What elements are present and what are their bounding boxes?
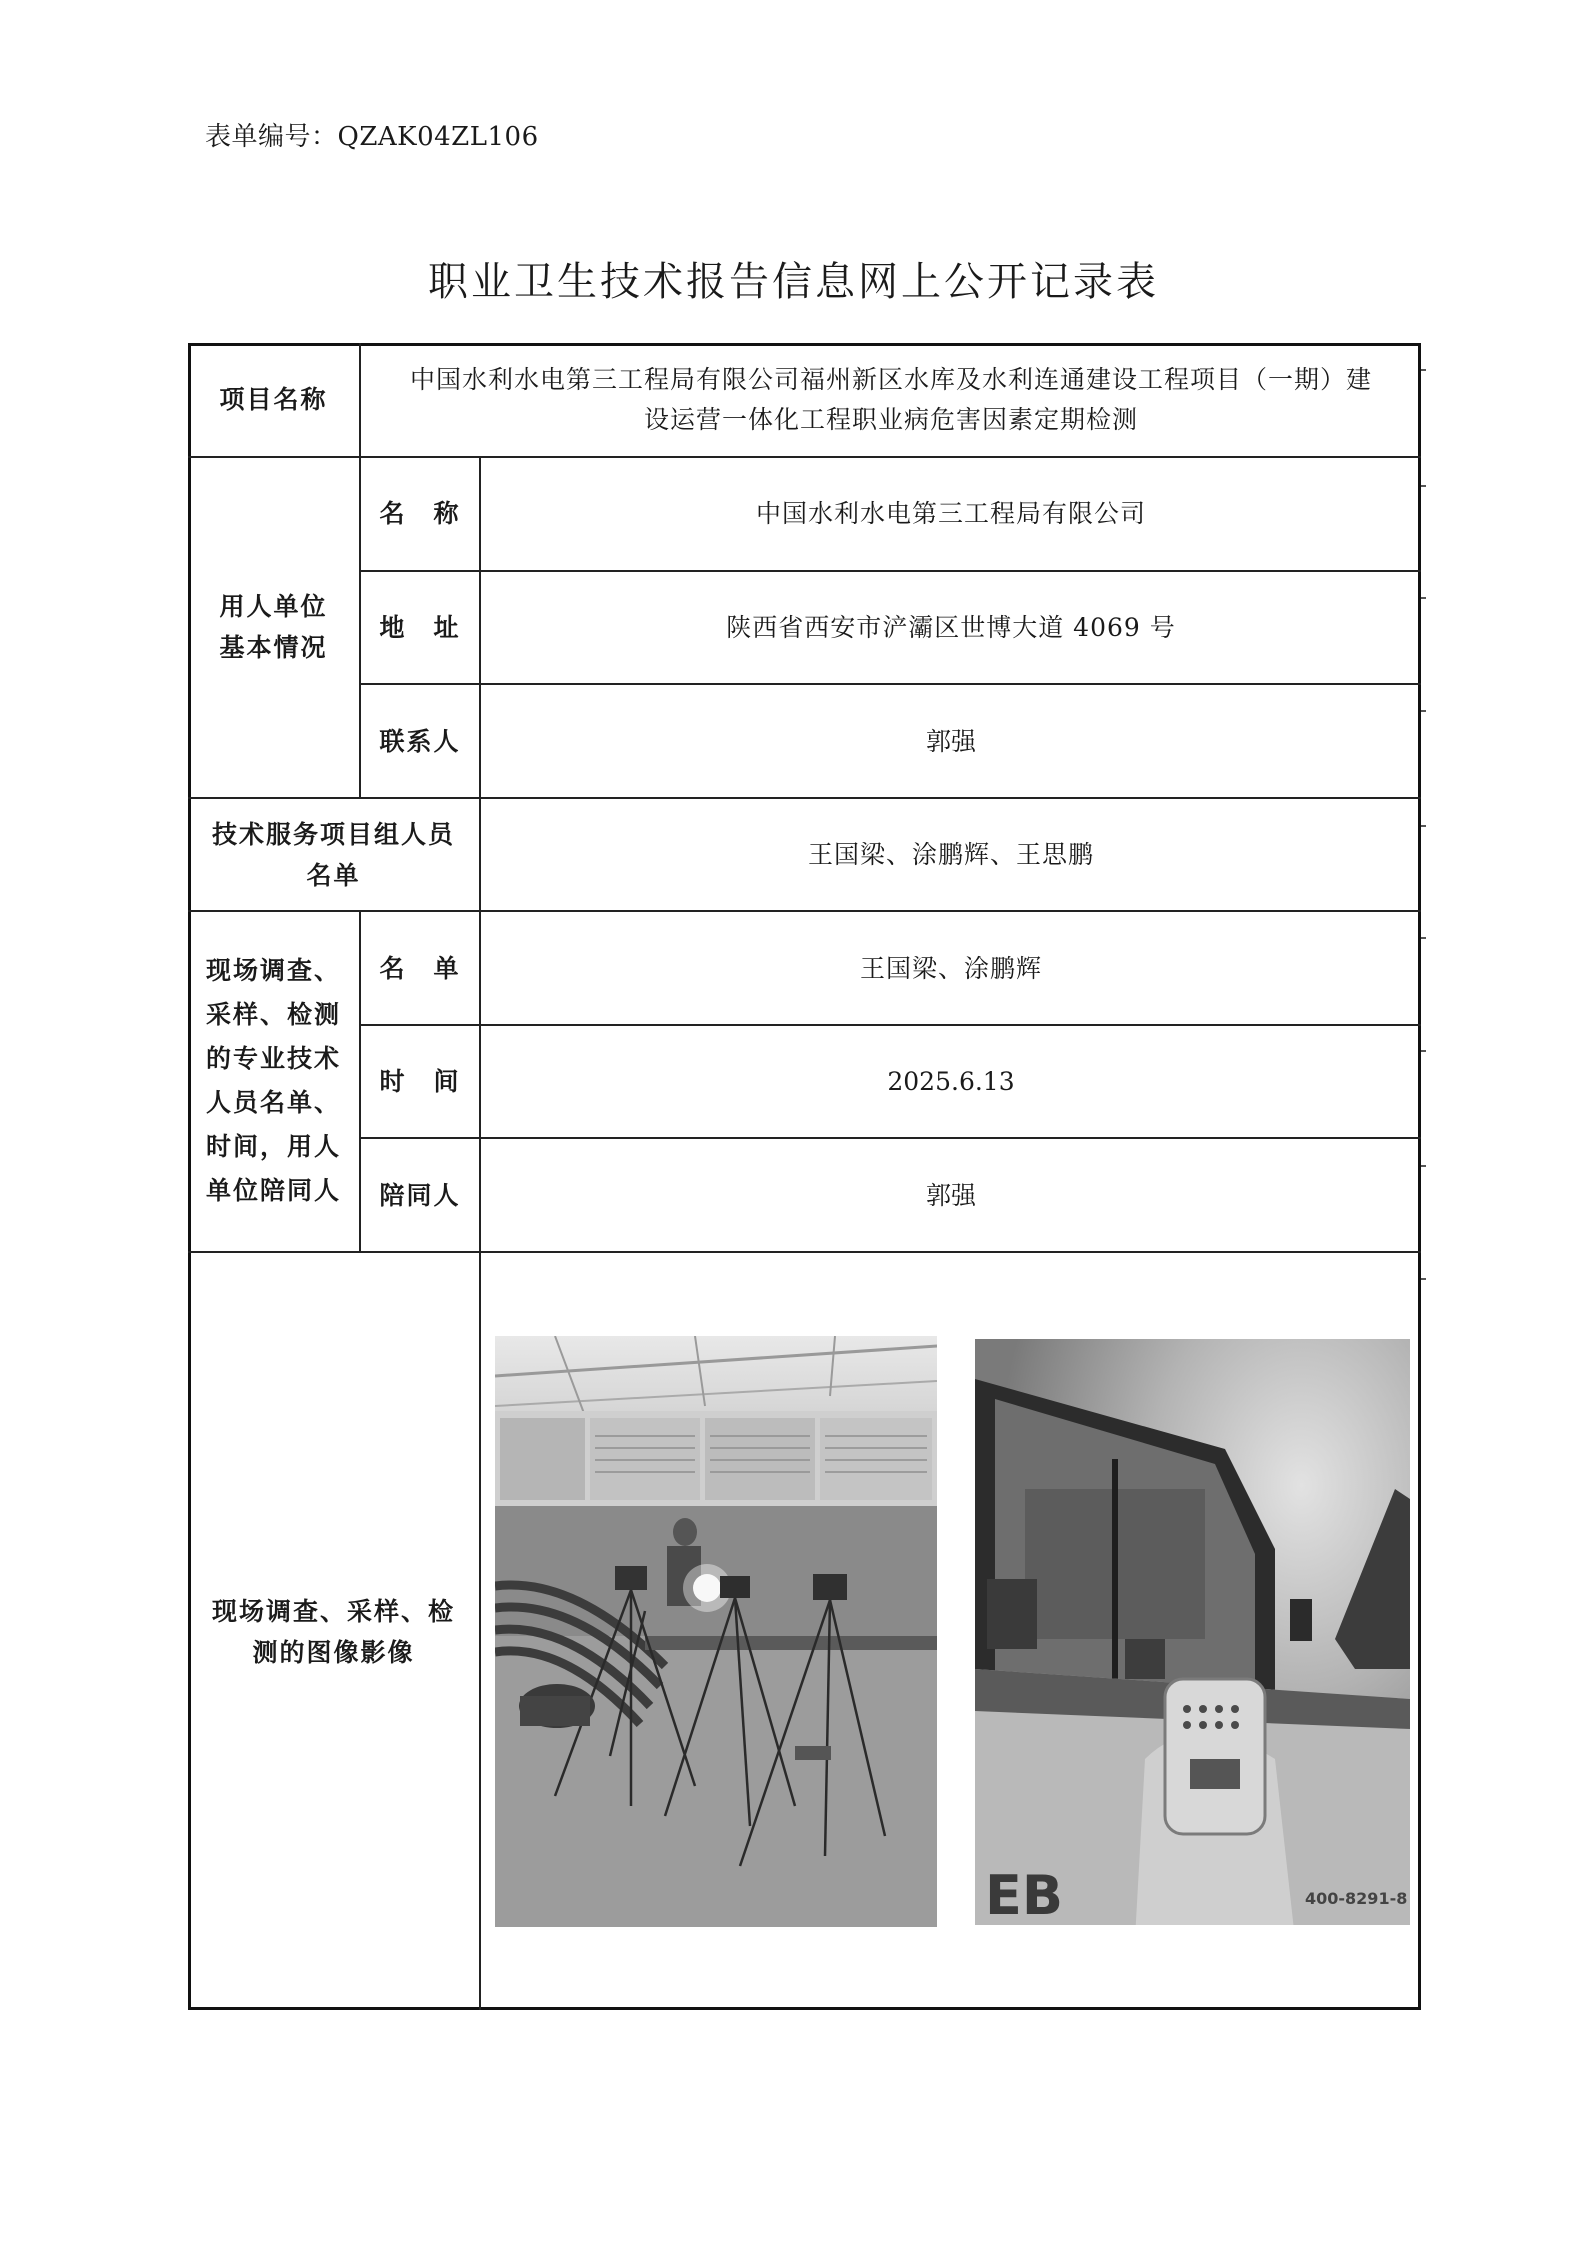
margin-tick (1421, 485, 1426, 487)
project-name-value (361, 343, 1421, 456)
survey-list-value: 王国梁、涂鹏辉 (859, 953, 1042, 983)
team-label: 技术服务项目组人员 名单 (211, 819, 455, 890)
employer-contact-value: 郭强 (925, 726, 976, 756)
excavator-photo-image (975, 1339, 1410, 1925)
margin-tick (1421, 1165, 1426, 1167)
margin-tick (1421, 1050, 1426, 1052)
project-name-label: 项目名称 (219, 385, 328, 414)
record-table (188, 343, 1421, 2010)
margin-tick (1421, 597, 1426, 599)
document-title: 职业卫生技术报告信息网上公开记录表 (428, 259, 1159, 305)
employer-name-label: 名 称 (379, 498, 461, 528)
project-name-line-1: 中国水利水电第三工程局有限公司福州新区水库及水利连通建设工程项目（一期）建 (409, 364, 1372, 394)
survey-escort-label: 陪同人 (379, 1180, 461, 1210)
margin-tick (1421, 710, 1426, 712)
margin-tick (1421, 369, 1426, 371)
survey-label: 现场调查、 采样、检测 的专业技术 人员名单、 时间，用人 单位陪同人 (205, 955, 341, 1205)
column-divider (479, 1251, 481, 2010)
employer-name-value: 中国水利水电第三工程局有限公司 (755, 498, 1146, 528)
excavator-phone-text: 400-8291-8 (1305, 1889, 1408, 1908)
workshop-photo-image (495, 1336, 937, 1927)
survey-list-label: 名 单 (379, 953, 461, 983)
employer-address-label: 地 址 (379, 613, 461, 642)
team-value: 王国梁、涂鹏辉、王思鹏 (807, 840, 1094, 869)
survey-escort-value: 郭强 (925, 1180, 976, 1210)
margin-tick (1421, 937, 1426, 939)
site-photo-workshop (495, 1336, 937, 1927)
margin-tick (1421, 825, 1426, 827)
survey-time-value: 2025.6.13 (887, 1067, 1015, 1096)
survey-time-label: 时 间 (379, 1067, 461, 1096)
margin-tick (1421, 1278, 1426, 1280)
site-photo-excavator (975, 1339, 1410, 1925)
employer-address-value: 陕西省西安市浐灞区世博大道 4069 号 (726, 613, 1176, 642)
form-number: 表单编号：QZAK04ZL106 (205, 122, 539, 152)
employer-contact-label: 联系人 (379, 726, 461, 756)
project-name-line-2: 设运营一体化工程职业病危害因素定期检测 (643, 404, 1138, 434)
employer-label: 用人单位 基本情况 (219, 591, 328, 662)
images-label: 现场调查、采样、检 测的图像影像 (211, 1596, 455, 1667)
excavator-logo-text: EB (985, 1864, 1064, 1925)
